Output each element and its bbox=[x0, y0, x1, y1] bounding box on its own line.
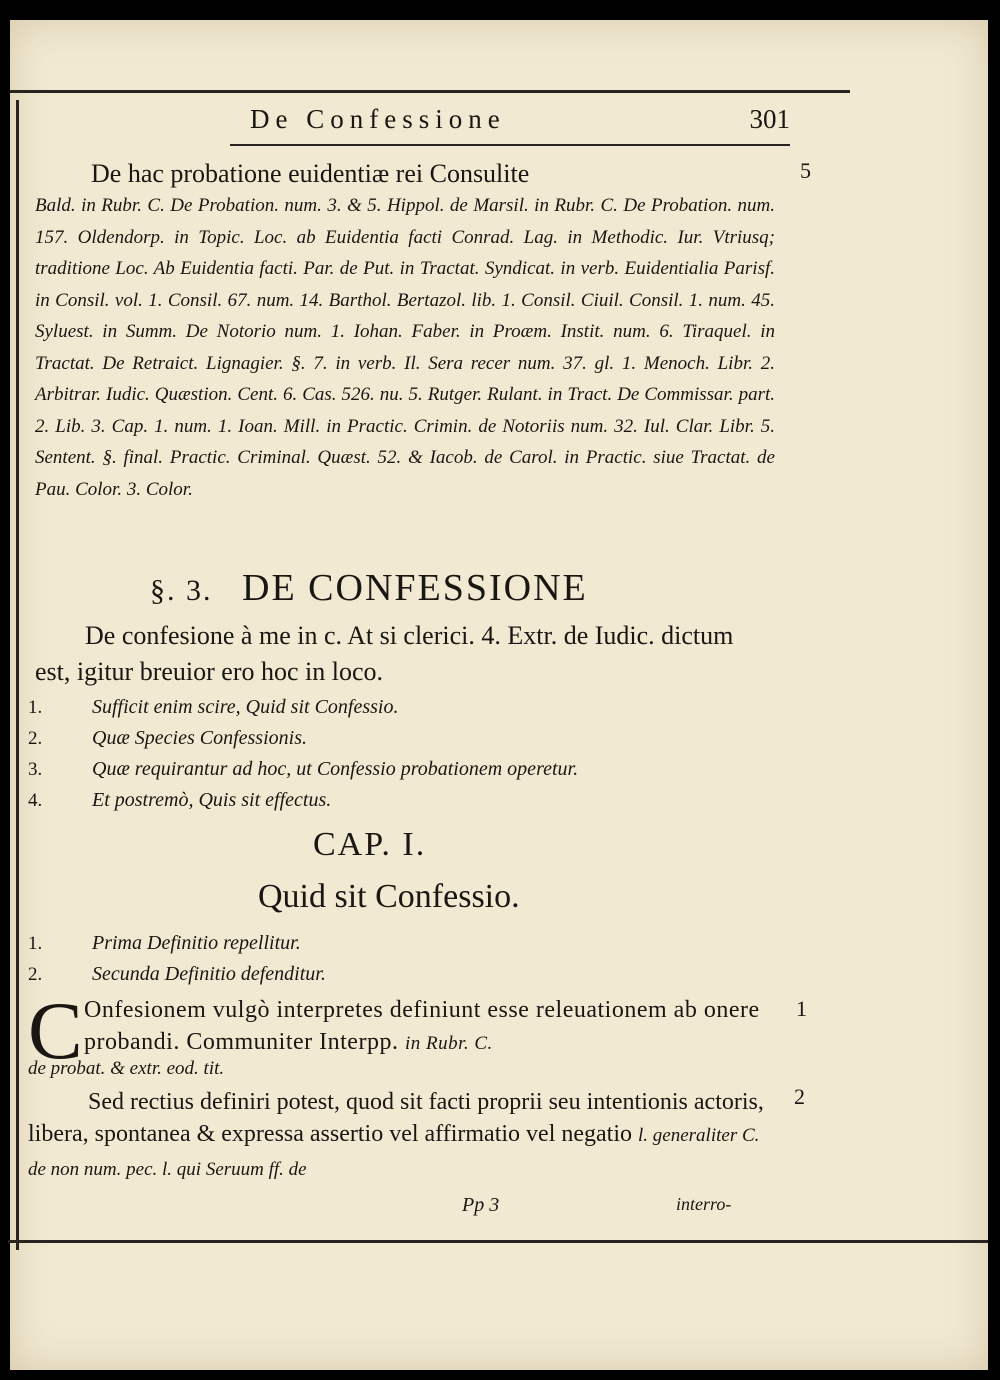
drop-cap: C bbox=[28, 985, 83, 1076]
list-item-text: Sufficit enim scire, Quid sit Confessio. bbox=[92, 696, 399, 718]
list-item-text: Secunda Definitio defenditur. bbox=[92, 963, 326, 985]
list-item-number: 2. bbox=[28, 964, 43, 985]
list-item bbox=[28, 932, 768, 963]
list-item bbox=[28, 696, 768, 727]
section-summary-list bbox=[28, 696, 768, 820]
section-number: §. 3. bbox=[150, 574, 213, 607]
body-paragraph-1-text: Onfesionem vulgò interpretes definiunt esse releuationem ab onere probandi. Communiter Interpp. bbox=[84, 997, 760, 1055]
margin-number-2: 2 bbox=[794, 1084, 805, 1109]
header-rule bbox=[230, 144, 790, 146]
body-paragraph-1 bbox=[84, 994, 764, 1060]
list-item-text: Quæ requirantur ad hoc, ut Confessio probationem operetur. bbox=[92, 758, 579, 780]
list-item-number: 1. bbox=[28, 697, 43, 718]
list-item bbox=[28, 963, 768, 994]
running-title: De Confessione bbox=[250, 104, 506, 134]
list-item bbox=[28, 727, 768, 758]
references-paragraph: Bald. in Rubr. C. De Probation. num. 3. & 5. Hippol. de Marsil. in Rubr. C. De Probation. num. 157. Oldendorp. in Topic. Loc. ab Euidentia facti Conrad. Lag. in Methodic. Iur. Vtriusq; traditione Loc. Ab Euidentia facti. Par. de Put. in Tractat. Syndicat. in verb. Euidentialia Parisf. in Consil. vol. 1. Consil. 67. num. 14. Barthol. Bertazol. lib. 1. Consil. Ciuil. Consil. 1. num. 45. Syluest. in Summ. De Notorio num. 1. Iohan. Faber. in Proæm. Instit. num. 6. Tiraquel. in Tractat. De Retraict. Lignagier. §. 7. in verb. Il. Sera recer num. 37. gl. 1. Menoch. Libr. 2. Arbitrar. Iudic. Quæstion. Cent. 6. Cas. 526. nu. 5. Rutger. Rulant. in Tract. De Commissar. part. 2. Lib. 3. Cap. 1. num. 1. Ioan. Mill. in Practic. Crimin. de Notoriis num. 32. Iul. Clar. Libr. 5. Sentent. §. final. Practic. Criminal. Quæst. 52. & Iacob. de Carol. in Practic. siue Tractat. de Pau. Color. 3. Color. bbox=[35, 195, 775, 500]
body-paragraph-1-continuation: de probat. & extr. eod. tit. bbox=[28, 1058, 225, 1079]
section-heading bbox=[150, 566, 588, 610]
list-item bbox=[28, 758, 768, 789]
body-paragraph-2 bbox=[28, 1086, 768, 1186]
page-number: 301 bbox=[749, 104, 790, 134]
list-item-text: Et postremò, Quis sit effectus. bbox=[92, 789, 332, 811]
list-item-number: 1. bbox=[28, 933, 43, 954]
margin-number-top: 5 bbox=[800, 158, 811, 183]
running-header bbox=[250, 104, 790, 138]
list-item-text: Quæ Species Confessionis. bbox=[92, 727, 307, 749]
intro-paragraph: De hac probatione euidentiæ rei Consulite bbox=[91, 159, 530, 188]
chapter-subtitle: Quid sit Confessio. bbox=[258, 878, 520, 915]
list-item-number: 2. bbox=[28, 728, 43, 749]
frame-top-rule bbox=[10, 90, 850, 93]
catchword: interro- bbox=[676, 1194, 732, 1214]
list-item bbox=[28, 789, 768, 820]
chapter-title: CAP. I. bbox=[313, 826, 427, 863]
chapter-summary-list bbox=[28, 932, 768, 994]
margin-number-1: 1 bbox=[796, 996, 807, 1021]
signature-mark: Pp 3 bbox=[462, 1194, 500, 1216]
list-item-text: Prima Definitio repellitur. bbox=[92, 932, 301, 954]
section-title: DE CONFESSIONE bbox=[242, 567, 588, 609]
frame-left-rule bbox=[16, 100, 19, 1250]
body-paragraph-1-citation: in Rubr. C. bbox=[404, 1033, 493, 1054]
list-item-number: 3. bbox=[28, 759, 43, 780]
list-item-number: 4. bbox=[28, 790, 43, 811]
body-paragraph-2-text: Sed rectius definiri potest, quod sit facti proprii seu intentionis actoris, libera, spontanea & expressa assertio vel affirmatio vel negatio bbox=[28, 1089, 764, 1147]
frame-bottom-rule bbox=[8, 1240, 988, 1243]
body-paragraph-2-citation: l. generaliter C. de non num. pec. l. qui Seruum ff. de bbox=[28, 1125, 760, 1180]
section-paragraph: De confesione à me in c. At si clerici. 4. Extr. de Iudic. dictum est, igitur breuior ero hoc in loco. bbox=[35, 621, 734, 686]
